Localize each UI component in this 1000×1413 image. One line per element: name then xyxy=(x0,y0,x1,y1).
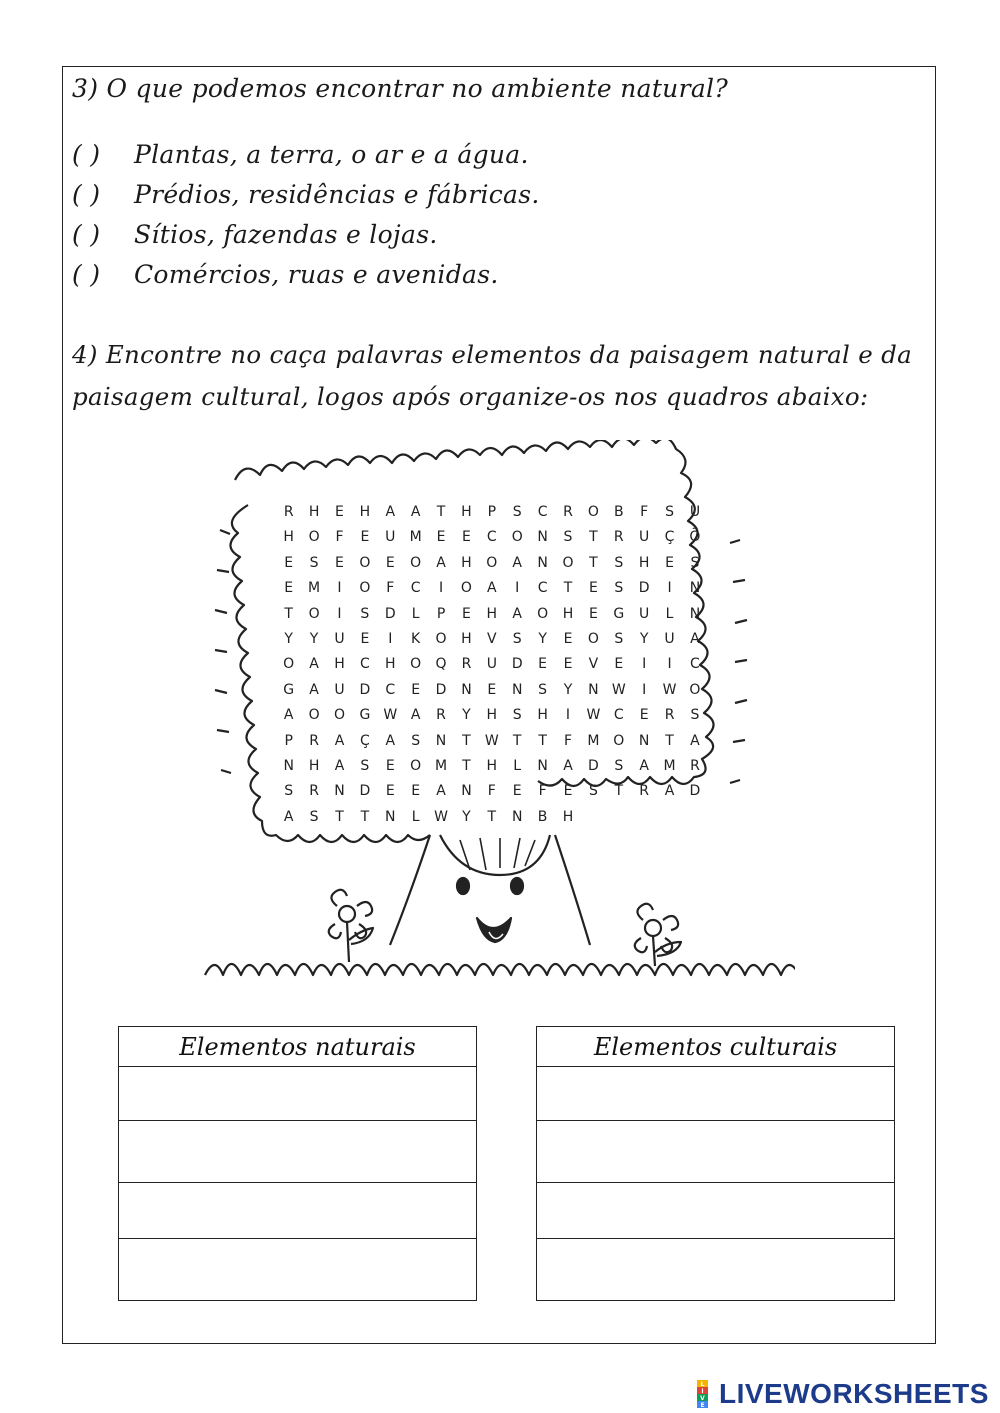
word-search-letter[interactable]: A xyxy=(690,630,700,647)
word-search-letter[interactable]: E xyxy=(335,554,344,571)
word-search-letter[interactable]: Y xyxy=(462,808,471,825)
word-search-letter[interactable]: S xyxy=(665,504,674,520)
word-search-letter[interactable]: N xyxy=(511,681,523,698)
word-search-letter[interactable]: W xyxy=(484,732,499,749)
word-search-letter[interactable]: A xyxy=(639,757,649,774)
word-search-letter[interactable]: R xyxy=(309,732,319,749)
word-search-letter[interactable]: H xyxy=(359,504,371,520)
word-search-letter[interactable]: S xyxy=(411,732,421,749)
word-search-letter[interactable]: O xyxy=(511,529,523,546)
word-search-letter[interactable]: D xyxy=(689,783,701,800)
word-search-letter[interactable]: P xyxy=(487,504,497,520)
word-search-letter[interactable]: S xyxy=(614,554,624,571)
word-search-letter[interactable]: D xyxy=(359,783,371,800)
word-search-letter[interactable]: M xyxy=(587,732,600,749)
word-search-letter[interactable]: H xyxy=(384,656,396,673)
word-search-letter[interactable]: T xyxy=(462,757,471,774)
grass xyxy=(205,964,795,975)
word-search-letter[interactable]: Y xyxy=(639,630,649,647)
word-search-letter[interactable]: D xyxy=(511,656,523,673)
word-search-letter[interactable]: E xyxy=(284,580,294,597)
word-search-letter[interactable]: B xyxy=(537,808,548,825)
natural-answer-row-3[interactable] xyxy=(119,1183,476,1239)
svg-text:V: V xyxy=(700,1395,705,1402)
word-search-letter[interactable]: T xyxy=(436,504,446,520)
word-search-letter[interactable]: F xyxy=(386,580,395,597)
word-search-letter[interactable]: O xyxy=(562,554,574,571)
word-search-letter[interactable]: G xyxy=(283,681,295,698)
word-search-letter[interactable]: E xyxy=(538,656,548,673)
word-search-letter[interactable]: A xyxy=(283,707,294,724)
word-search-letter[interactable]: I xyxy=(388,630,393,647)
word-search-letter[interactable]: Q xyxy=(435,656,447,673)
natural-answer-row-4[interactable] xyxy=(119,1239,476,1300)
word-search-letter[interactable]: M xyxy=(409,529,422,546)
checkbox-marker[interactable]: ( ) xyxy=(72,220,101,249)
word-search-letter[interactable]: E xyxy=(284,554,294,571)
word-search-letter[interactable]: E xyxy=(563,630,573,647)
word-search-letter[interactable]: A xyxy=(334,757,345,774)
word-search-letter[interactable]: H xyxy=(461,504,472,520)
word-search-letter[interactable]: O xyxy=(410,656,422,673)
word-search-letter[interactable]: E xyxy=(512,783,522,800)
word-search-letter[interactable]: I xyxy=(667,656,672,673)
word-search-letter[interactable]: U xyxy=(334,630,345,647)
liveworksheets-badge-icon xyxy=(697,1380,719,1408)
word-search-letter[interactable]: T xyxy=(360,808,370,825)
word-search-letter[interactable]: Ç xyxy=(359,732,370,749)
word-search-letter[interactable]: V xyxy=(588,656,599,673)
checkbox-marker[interactable]: ( ) xyxy=(72,260,101,289)
word-search-letter[interactable]: C xyxy=(613,707,624,724)
word-search-letter[interactable]: N xyxy=(461,681,472,698)
word-search-letter[interactable]: O xyxy=(333,707,345,724)
word-search-letter[interactable]: E xyxy=(563,656,573,673)
word-search-letter[interactable]: U xyxy=(334,681,345,698)
word-search-letter[interactable]: E xyxy=(385,757,395,774)
word-search-letter[interactable]: Ç xyxy=(664,529,675,546)
svg-text:I: I xyxy=(701,1388,704,1395)
word-search-letter[interactable]: W xyxy=(611,681,626,698)
word-search-letter[interactable]: U xyxy=(639,605,650,622)
word-search-letter[interactable]: U xyxy=(664,630,675,647)
word-search-letter[interactable]: D xyxy=(359,681,371,698)
word-search-letter[interactable]: R xyxy=(283,504,294,520)
word-search-letter[interactable]: M xyxy=(663,757,676,774)
word-search-letter[interactable]: O xyxy=(410,757,422,774)
word-search-letter[interactable]: Y xyxy=(462,707,471,724)
word-search-letter[interactable]: A xyxy=(309,656,319,673)
word-search-letter[interactable]: O xyxy=(537,605,549,622)
word-search-letter[interactable]: E xyxy=(588,605,598,622)
liveworksheets-logo xyxy=(697,1378,989,1410)
word-search-letter[interactable]: T xyxy=(589,529,598,546)
word-search-letter[interactable]: U xyxy=(689,504,701,520)
word-search-letter[interactable]: A xyxy=(487,580,497,597)
word-search-letter[interactable]: L xyxy=(411,808,420,825)
word-search-letter[interactable]: O xyxy=(308,605,320,622)
liveworksheets-wordmark: LIVEWORKSHEETS xyxy=(719,1378,989,1409)
word-search-letter[interactable]: D xyxy=(587,757,599,774)
word-search-letter[interactable]: H xyxy=(486,757,498,774)
word-search-letter[interactable]: H xyxy=(308,504,320,520)
word-search-letter[interactable]: N xyxy=(537,757,548,774)
word-search-letter[interactable]: F xyxy=(335,529,344,546)
word-search-letter[interactable]: R xyxy=(639,783,650,800)
word-search-letter[interactable]: I xyxy=(667,580,672,597)
word-search-letter[interactable]: O xyxy=(308,529,320,546)
word-search-letter[interactable]: S xyxy=(614,757,624,774)
word-search-letter[interactable]: N xyxy=(537,529,548,546)
word-search-letter[interactable]: Y xyxy=(309,630,319,647)
word-search-letter[interactable]: R xyxy=(563,504,573,520)
word-search-letter[interactable]: R xyxy=(613,529,624,546)
word-search-letter[interactable]: S xyxy=(563,529,573,546)
word-search-letter[interactable]: I xyxy=(337,580,342,597)
word-search-letter[interactable]: S xyxy=(538,681,548,698)
word-search-letter[interactable]: H xyxy=(486,707,498,724)
word-search-letter[interactable]: I xyxy=(642,656,647,673)
option-label: Sítios, fazendas e lojas. xyxy=(134,220,438,249)
word-search-letter[interactable]: O xyxy=(359,580,371,597)
word-search-letter[interactable]: E xyxy=(487,681,497,698)
word-search-letter[interactable]: S xyxy=(614,630,624,647)
word-search-letter[interactable]: M xyxy=(308,580,321,597)
word-search-letter[interactable]: S xyxy=(512,707,522,724)
svg-text:L: L xyxy=(700,1381,705,1388)
word-search-letter[interactable]: S xyxy=(284,783,294,800)
word-search-letter[interactable]: A xyxy=(410,504,421,520)
word-search-letter[interactable]: A xyxy=(563,757,573,774)
word-search-letter[interactable]: A xyxy=(690,732,700,749)
word-search-letter[interactable]: A xyxy=(309,681,319,698)
natural-answer-row-2[interactable] xyxy=(119,1121,476,1183)
word-search-letter[interactable]: L xyxy=(513,757,522,774)
word-search-letter[interactable]: H xyxy=(562,808,574,825)
word-search-letter[interactable]: O xyxy=(359,554,371,571)
option-label: Prédios, residências e fábricas. xyxy=(134,180,540,209)
word-search-letter[interactable]: N xyxy=(461,783,472,800)
word-search-letter[interactable]: E xyxy=(462,529,471,546)
word-search-letter[interactable]: W xyxy=(434,808,448,825)
word-search-letter[interactable]: H xyxy=(283,529,294,546)
word-search-letter[interactable]: N xyxy=(537,554,548,571)
word-search-letter[interactable]: R xyxy=(664,707,675,724)
cultural-answer-row-1[interactable] xyxy=(537,1067,894,1121)
word-search-letter[interactable]: N xyxy=(638,732,650,749)
cultural-elements-table xyxy=(536,1026,895,1301)
checkbox-marker[interactable]: ( ) xyxy=(72,140,101,169)
word-search-letter[interactable]: A xyxy=(512,554,522,571)
word-search-letter[interactable]: E xyxy=(563,783,573,800)
option-label: Plantas, a terra, o ar e a água. xyxy=(134,140,529,169)
word-search-letter[interactable]: R xyxy=(461,656,472,673)
word-search-letter[interactable]: S xyxy=(614,580,624,597)
word-search-letter[interactable]: M xyxy=(434,757,448,774)
word-search-letter[interactable]: H xyxy=(461,554,472,571)
question-4-line-1: 4) Encontre no caça palavras elementos da paisagem natural e da xyxy=(72,340,913,369)
word-search-letter[interactable]: H xyxy=(308,757,320,774)
cultural-answer-row-4[interactable] xyxy=(537,1239,894,1300)
word-search-letter[interactable]: R xyxy=(309,783,319,800)
word-search-letter[interactable]: N xyxy=(435,732,447,749)
word-search-letter[interactable]: C xyxy=(537,580,548,597)
word-search-letter[interactable]: N xyxy=(334,783,345,800)
word-search-letter[interactable]: Y xyxy=(284,630,293,647)
word-search-letter[interactable]: C xyxy=(359,656,370,673)
word-search-letter[interactable]: C xyxy=(385,681,396,698)
word-search-letter[interactable]: C xyxy=(486,529,497,546)
word-search-letter[interactable]: E xyxy=(436,529,446,546)
word-search-letter[interactable]: A xyxy=(385,504,396,520)
word-search-letter[interactable]: R xyxy=(690,757,700,774)
word-search-letter[interactable]: N xyxy=(385,808,396,825)
word-search-letter[interactable]: Y xyxy=(563,681,573,698)
word-search-letter[interactable]: O xyxy=(587,630,599,647)
word-search-letter[interactable]: I xyxy=(337,605,342,622)
word-search-letter[interactable]: S xyxy=(588,783,598,800)
word-search-letter[interactable]: D xyxy=(384,605,396,622)
word-search-letter[interactable]: S xyxy=(360,605,370,622)
word-search-letter[interactable]: Õ xyxy=(689,529,701,546)
q3-option-1[interactable] xyxy=(72,140,529,169)
word-search-letter[interactable]: I xyxy=(515,580,520,597)
word-search-letter[interactable]: S xyxy=(690,707,700,724)
q3-option-2[interactable] xyxy=(72,180,540,209)
word-search-letter[interactable]: P xyxy=(436,605,446,622)
word-search-letter[interactable]: N xyxy=(283,757,294,774)
word-search-letter[interactable]: E xyxy=(411,681,421,698)
cultural-answer-row-3[interactable] xyxy=(537,1183,894,1239)
question-4-line-2: paisagem cultural, logos após organize-os nos quadros abaixo: xyxy=(72,382,869,411)
word-search-letter[interactable]: O xyxy=(689,681,701,698)
word-search-letter[interactable]: T xyxy=(589,554,598,571)
word-search-letter[interactable]: H xyxy=(638,554,650,571)
word-search-letter[interactable]: E xyxy=(360,529,370,546)
word-search-letter[interactable]: O xyxy=(460,580,472,597)
word-search-letter[interactable]: W xyxy=(586,707,601,724)
word-search-letter[interactable]: S xyxy=(360,757,370,774)
word-search-letter[interactable]: U xyxy=(385,529,396,546)
word-search-letter[interactable]: T xyxy=(665,732,674,749)
word-search-letter[interactable]: H xyxy=(486,605,498,622)
word-search-letter[interactable]: O xyxy=(283,656,295,673)
word-search-letter[interactable]: H xyxy=(562,605,574,622)
natural-elements-title: Elementos naturais xyxy=(119,1027,476,1067)
word-search-letter[interactable]: O xyxy=(410,554,422,571)
word-search-letter[interactable]: I xyxy=(642,681,647,698)
word-search-letter[interactable]: N xyxy=(689,605,701,622)
word-search-letter[interactable]: A xyxy=(436,554,446,571)
word-search-letter[interactable]: S xyxy=(512,630,522,647)
word-search-letter[interactable]: I xyxy=(565,707,571,724)
word-search-letter[interactable]: U xyxy=(639,529,650,546)
word-search-letter[interactable]: U xyxy=(486,656,497,673)
word-search-letter[interactable]: A xyxy=(385,732,396,749)
word-search-letter[interactable]: R xyxy=(436,707,446,724)
q3-option-4[interactable] xyxy=(72,260,499,289)
word-search-letter[interactable]: S xyxy=(690,554,700,571)
word-search-letter[interactable]: A xyxy=(410,707,421,724)
word-search-letter[interactable]: E xyxy=(360,630,370,647)
word-search-letter[interactable]: D xyxy=(638,580,650,597)
word-search-letter[interactable]: A xyxy=(512,605,522,622)
word-search-letter[interactable]: N xyxy=(511,808,523,825)
word-search-letter[interactable]: I xyxy=(438,580,444,597)
word-search-letter[interactable]: E xyxy=(335,504,344,520)
word-search-letter[interactable]: F xyxy=(538,783,547,800)
word-search-letter[interactable]: W xyxy=(662,681,677,698)
word-search-grid[interactable] xyxy=(276,504,708,834)
word-search-letter[interactable]: H xyxy=(537,707,548,724)
word-search-letter[interactable]: T xyxy=(614,783,624,800)
word-search-letter[interactable]: G xyxy=(613,605,625,622)
word-search-letter[interactable]: K xyxy=(411,630,421,647)
word-search-letter[interactable]: F xyxy=(563,732,573,749)
word-search-letter[interactable]: E xyxy=(411,783,421,800)
word-search-letter[interactable]: O xyxy=(486,554,498,571)
word-search-letter[interactable]: E xyxy=(639,707,649,724)
word-search-letter[interactable]: L xyxy=(411,605,420,622)
word-search-letter[interactable]: E xyxy=(588,580,598,597)
word-search-letter[interactable]: T xyxy=(512,732,522,749)
word-search-letter[interactable]: S xyxy=(309,808,319,825)
word-search-letter[interactable]: A xyxy=(283,808,294,825)
word-search-letter[interactable]: V xyxy=(487,630,497,647)
question-3-prompt: 3) O que podemos encontrar no ambiente natural? xyxy=(72,74,729,103)
word-search-letter[interactable]: E xyxy=(385,554,395,571)
word-search-letter[interactable]: T xyxy=(487,808,497,825)
word-search-letter[interactable]: E xyxy=(665,554,674,571)
word-search-letter[interactable]: P xyxy=(284,732,293,749)
word-search-letter[interactable]: Y xyxy=(538,630,547,647)
word-search-letter[interactable]: D xyxy=(435,681,447,698)
cultural-elements-title: Elementos culturais xyxy=(537,1027,894,1067)
word-search-letter[interactable]: T xyxy=(462,732,471,749)
word-search-letter[interactable]: O xyxy=(613,732,625,749)
word-search-letter[interactable]: E xyxy=(614,656,624,673)
word-search-letter[interactable]: B xyxy=(613,504,624,520)
word-search-letter[interactable]: N xyxy=(588,681,599,698)
word-search-letter[interactable]: F xyxy=(487,783,496,800)
word-search-letter[interactable]: A xyxy=(664,783,675,800)
word-search-letter[interactable]: T xyxy=(563,580,573,597)
word-search-letter[interactable]: T xyxy=(284,605,293,622)
word-search-letter[interactable]: O xyxy=(587,504,599,520)
word-search-letter[interactable]: S xyxy=(309,554,319,571)
option-label: Comércios, ruas e avenidas. xyxy=(134,260,499,289)
word-search-letter[interactable]: C xyxy=(537,504,548,520)
svg-text:E: E xyxy=(700,1402,705,1408)
word-search-letter[interactable]: N xyxy=(689,580,701,597)
word-search-letter[interactable]: W xyxy=(383,707,398,724)
word-search-letter[interactable]: T xyxy=(335,808,344,825)
word-search-letter[interactable]: G xyxy=(359,707,371,724)
natural-elements-table xyxy=(118,1026,477,1301)
word-search-letter[interactable]: T xyxy=(538,732,547,749)
word-search-letter[interactable]: C xyxy=(690,656,700,673)
word-search-letter[interactable]: S xyxy=(512,504,522,520)
word-search-letter[interactable]: H xyxy=(334,656,345,673)
word-search-letter[interactable]: H xyxy=(461,630,472,647)
word-search-letter[interactable]: A xyxy=(436,783,446,800)
word-search-letter[interactable]: O xyxy=(308,707,320,724)
natural-answer-row-1[interactable] xyxy=(119,1067,476,1121)
checkbox-marker[interactable]: ( ) xyxy=(72,180,101,209)
word-search-letter[interactable]: A xyxy=(334,732,345,749)
word-search-letter[interactable]: E xyxy=(462,605,471,622)
word-search-letter[interactable]: L xyxy=(665,605,674,622)
q3-option-3[interactable] xyxy=(72,220,438,249)
word-search-letter[interactable]: E xyxy=(385,783,395,800)
word-search-letter[interactable]: F xyxy=(640,504,649,520)
word-search-letter[interactable]: C xyxy=(410,580,421,597)
cultural-answer-row-2[interactable] xyxy=(537,1121,894,1183)
word-search-letter[interactable]: O xyxy=(435,630,447,647)
